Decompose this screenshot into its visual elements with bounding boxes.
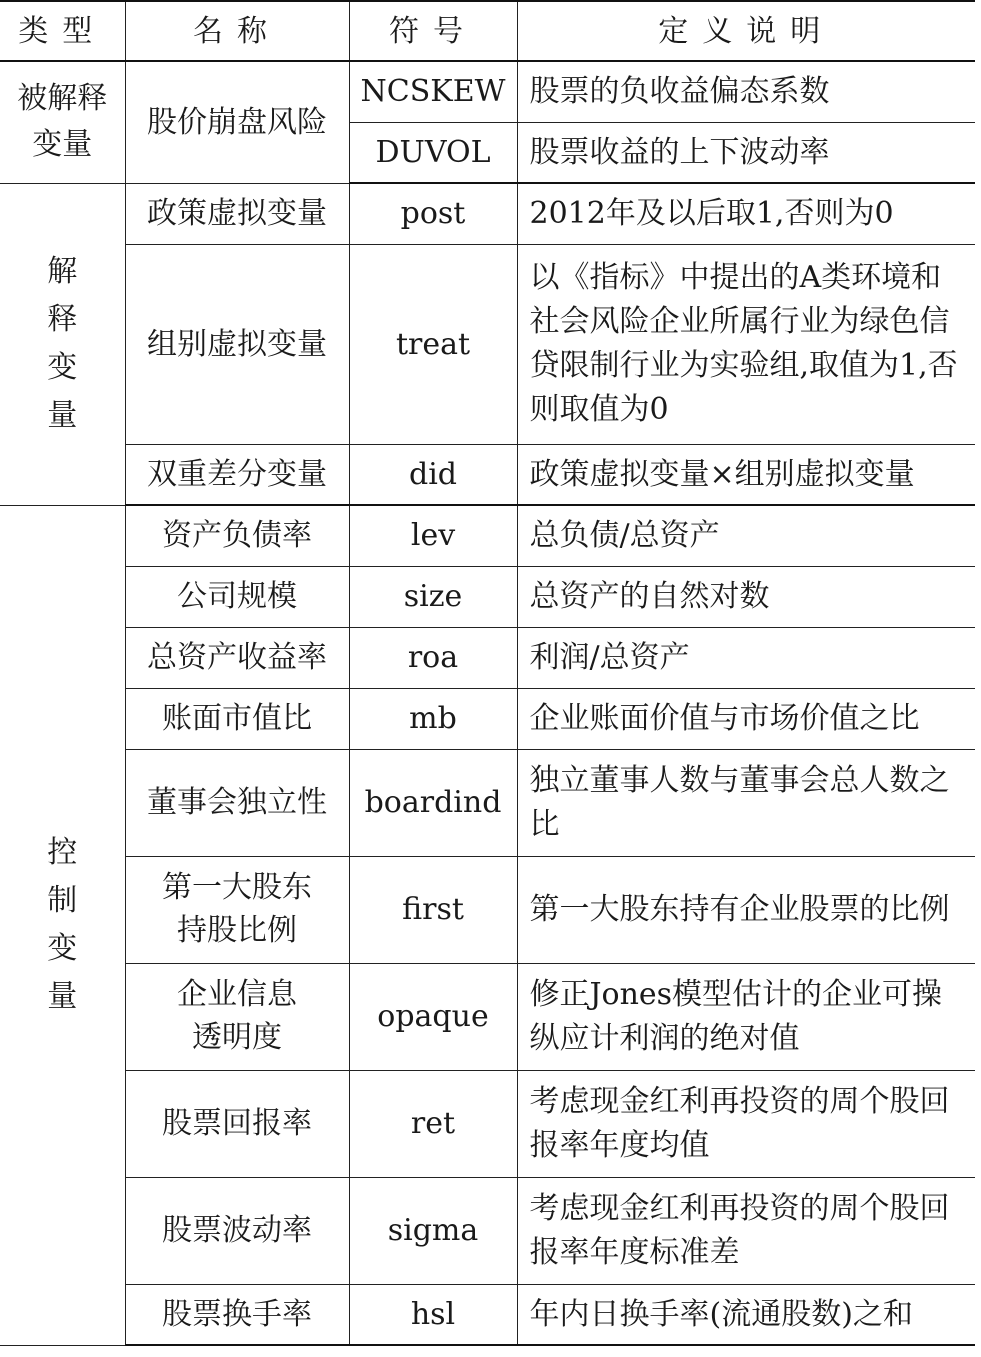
variable-name-text: 第一大股东持股比例 <box>162 870 312 948</box>
header-symbol: 符号 <box>349 1 517 61</box>
group-type-dependent <box>0 61 125 183</box>
variable-name-cell: 账面市值比 <box>125 688 349 749</box>
variable-name-cell: 股票回报率 <box>125 1070 349 1177</box>
variable-name-cell: 总资产收益率 <box>125 627 349 688</box>
definition-text: 独立董事人数与董事会总人数之比 <box>529 762 950 842</box>
header-type: 类型 <box>0 1 125 61</box>
table-row <box>0 61 975 122</box>
variable-name-cell <box>125 856 349 963</box>
table-row <box>0 749 975 856</box>
header-name: 名称 <box>125 1 349 61</box>
definition-text: 修正Jones模型估计的企业可操纵应计利润的绝对值 <box>529 976 943 1056</box>
variable-symbol-cell: sigma <box>349 1177 517 1284</box>
group-type-label: 控制变量 <box>47 835 78 1014</box>
variable-name-cell: 董事会独立性 <box>125 749 349 856</box>
variable-symbol-cell: hsl <box>349 1284 517 1345</box>
variable-definition-cell: 年内日换手率(流通股数)之和 <box>517 1284 975 1345</box>
variable-name-cell <box>125 963 349 1070</box>
definition-text: 第一大股东持有企业股票的比例 <box>529 891 950 927</box>
variable-symbol-cell: lev <box>349 505 517 566</box>
variable-definition-cell <box>517 1070 975 1177</box>
variable-symbol-cell: roa <box>349 627 517 688</box>
variable-name-cell: 组别虚拟变量 <box>125 244 349 444</box>
variable-symbol-cell: DUVOL <box>349 122 517 183</box>
definition-text: 考虑现金红利再投资的周个股回报率年度均值 <box>529 1083 950 1163</box>
variable-definition-cell <box>517 1177 975 1284</box>
header-definition: 定义说明 <box>517 1 975 61</box>
variable-name-cell: 股票波动率 <box>125 1177 349 1284</box>
variable-definition-cell <box>517 856 975 963</box>
group-type-explanatory <box>0 183 125 505</box>
table-row <box>0 1070 975 1177</box>
variable-definition-cell: 股票收益的上下波动率 <box>517 122 975 183</box>
definition-text: 考虑现金红利再投资的周个股回报率年度标准差 <box>529 1190 950 1270</box>
table-row <box>0 1177 975 1284</box>
variable-definition-cell: 政策虚拟变量×组别虚拟变量 <box>517 444 975 505</box>
variable-definition-cell: 2012年及以后取1,否则为0 <box>517 183 975 244</box>
variable-definition-cell <box>517 963 975 1070</box>
variable-definition-cell: 总负债/总资产 <box>517 505 975 566</box>
table-row <box>0 244 975 444</box>
variable-symbol-cell: treat <box>349 244 517 444</box>
variable-symbol-cell: mb <box>349 688 517 749</box>
group-type-label: 解释变量 <box>47 254 78 433</box>
table-row <box>0 963 975 1070</box>
variable-symbol-cell: boardind <box>349 749 517 856</box>
group-type-control <box>0 505 125 1345</box>
variable-name-cell: 公司规模 <box>125 566 349 627</box>
variable-name-cell: 资产负债率 <box>125 505 349 566</box>
header-row <box>0 1 975 61</box>
variable-name-cell: 双重差分变量 <box>125 444 349 505</box>
definition-text: 以《指标》中提出的A类环境和社会风险企业所属行业为绿色信贷限制行业为实验组,取值为1,否则取值为0 <box>529 260 958 427</box>
table-row <box>0 1284 975 1345</box>
variable-name-cell: 股价崩盘风险 <box>125 61 349 183</box>
variable-symbol-cell: first <box>349 856 517 963</box>
variable-definition-cell: 股票的负收益偏态系数 <box>517 61 975 122</box>
variable-symbol-cell: post <box>349 183 517 244</box>
variable-definition-cell: 利润/总资产 <box>517 627 975 688</box>
variable-symbol-cell: opaque <box>349 963 517 1070</box>
group-type-label: 被解释变量 <box>17 81 108 163</box>
variable-name-cell: 股票换手率 <box>125 1284 349 1345</box>
table-row <box>0 856 975 963</box>
variable-name-cell: 政策虚拟变量 <box>125 183 349 244</box>
variable-definition-cell: 总资产的自然对数 <box>517 566 975 627</box>
table-row <box>0 183 975 244</box>
variable-symbol-cell: did <box>349 444 517 505</box>
table-row <box>0 505 975 566</box>
variable-symbol-cell: ret <box>349 1070 517 1177</box>
table-row <box>0 627 975 688</box>
table-row <box>0 444 975 505</box>
variable-definition-cell: 企业账面价值与市场价值之比 <box>517 688 975 749</box>
table-row <box>0 688 975 749</box>
variable-symbol-cell: size <box>349 566 517 627</box>
variable-symbol-cell: NCSKEW <box>349 61 517 122</box>
variable-definition-cell <box>517 749 975 856</box>
table-row <box>0 566 975 627</box>
variable-definition-cell <box>517 244 975 444</box>
variable-name-text: 企业信息透明度 <box>177 977 297 1055</box>
